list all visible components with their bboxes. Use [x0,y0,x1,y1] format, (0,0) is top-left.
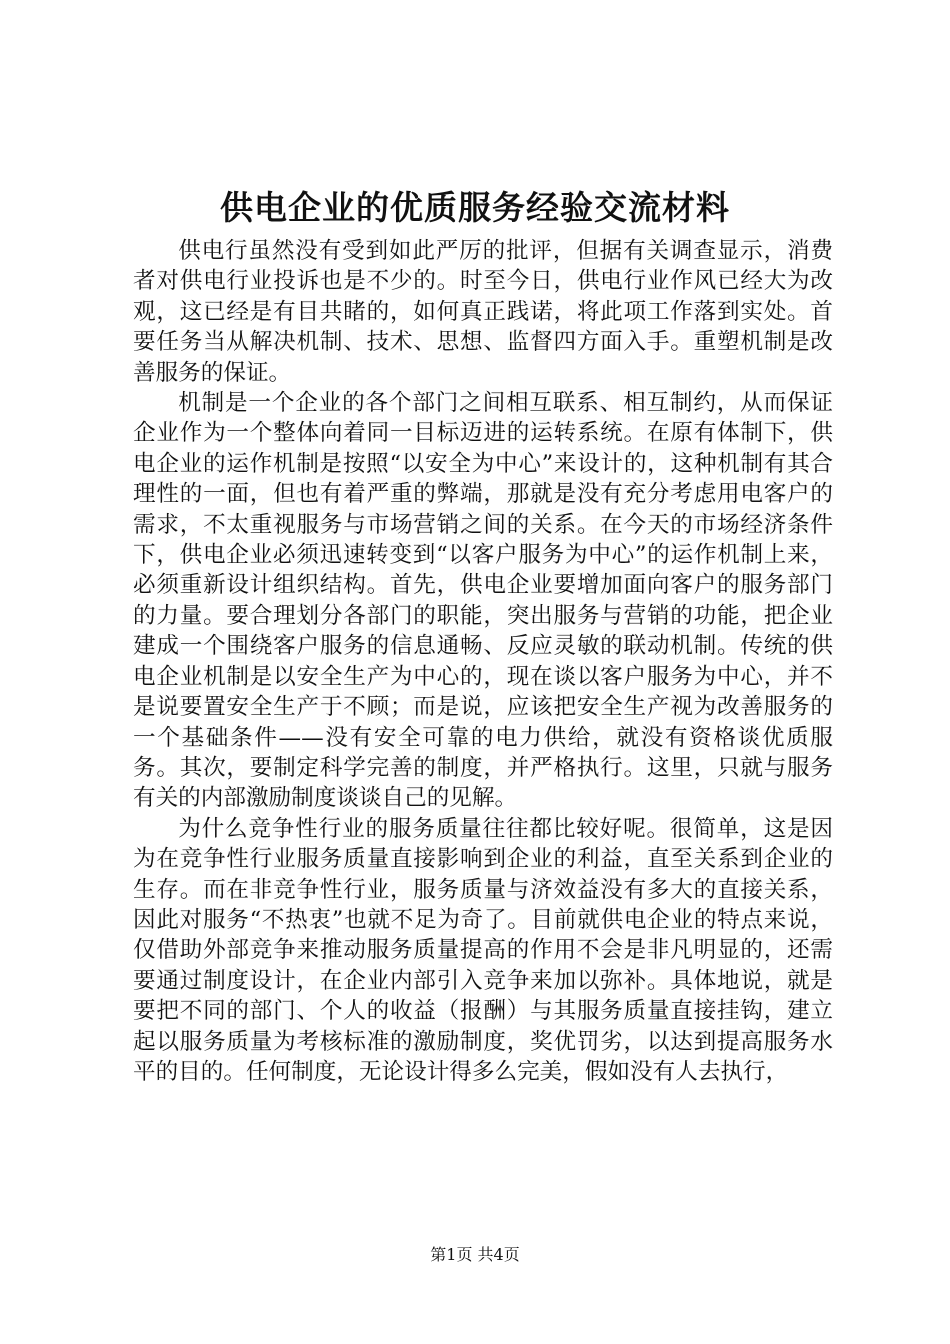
document-body [133,236,833,1087]
page-number-footer: 第1页 共4页 [430,1245,520,1264]
paragraph-2: 机制是一个企业的各个部门之间相互联系、相互制约，从而保证企业作为一个整体向着同一目标迈进的运转系统。在原有体制下，供电企业的运作机制是按照“以安全为中心”来设计的，这种机制有其合理性的一面，但也有着严重的弊端，那就是没有充分考虑用电客户的需求，不太重视服务与市场营销之间的关系。在今天的市场经济条件下，供电企业必须迅速转变到“以客户服务为中心”的运作机制上来，必须重新设计组织结构。首先，供电企业要增加面向客户的服务部门的力量。要合理划分各部门的职能，突出服务与营销的功能，把企业建成一个围绕客户服务的信息通畅、反应灵敏的联动机制。传统的供电企业机制是以安全生产为中心的，现在谈以客户服务为中心，并不是说要置安全生产于不顾；而是说，应该把安全生产视为改善服务的一个基础条件——没有安全可靠的电力供给，就没有资格谈优质服务。其次，要制定科学完善的制度，并严格执行。这里，只就与服务有关的内部激励制度谈谈自己的见解。 [133,390,833,812]
paragraph-1: 供电行虽然没有受到如此严厉的批评，但据有关调查显示，消费者对供电行业投诉也是不少的。时至今日，供电行业作风已经大为改观，这已经是有目共睹的，如何真正践诺，将此项工作落到实处。首要任务当从解决机制、技术、思想、监督四方面入手。重塑机制是改善服务的保证。 [133,238,833,386]
paragraph-3: 为什么竞争性行业的服务质量往往都比较好呢。很简单，这是因为在竞争性行业服务质量直接影响到企业的利益，直至关系到企业的生存。而在非竞争性行业，服务质量与济效益没有多大的直接关系，因此对服务“不热衷”也就不足为奇了。目前就供电企业的特点来说，仅借助外部竞争来推动服务质量提高的作用不会是非凡明显的，还需要通过制度设计，在企业内部引入竞争来加以弥补。具体地说，就是要把不同的部门、个人的收益（报酬）与其服务质量直接挂钩，建立起以服务质量为考核标准的激励制度，奖优罚劣，以达到提高服务水平的目的。任何制度，无论设计得多么完美，假如没有人去执行， [133,815,833,1085]
document-title: 供电企业的优质服务经验交流材料 [220,188,730,227]
